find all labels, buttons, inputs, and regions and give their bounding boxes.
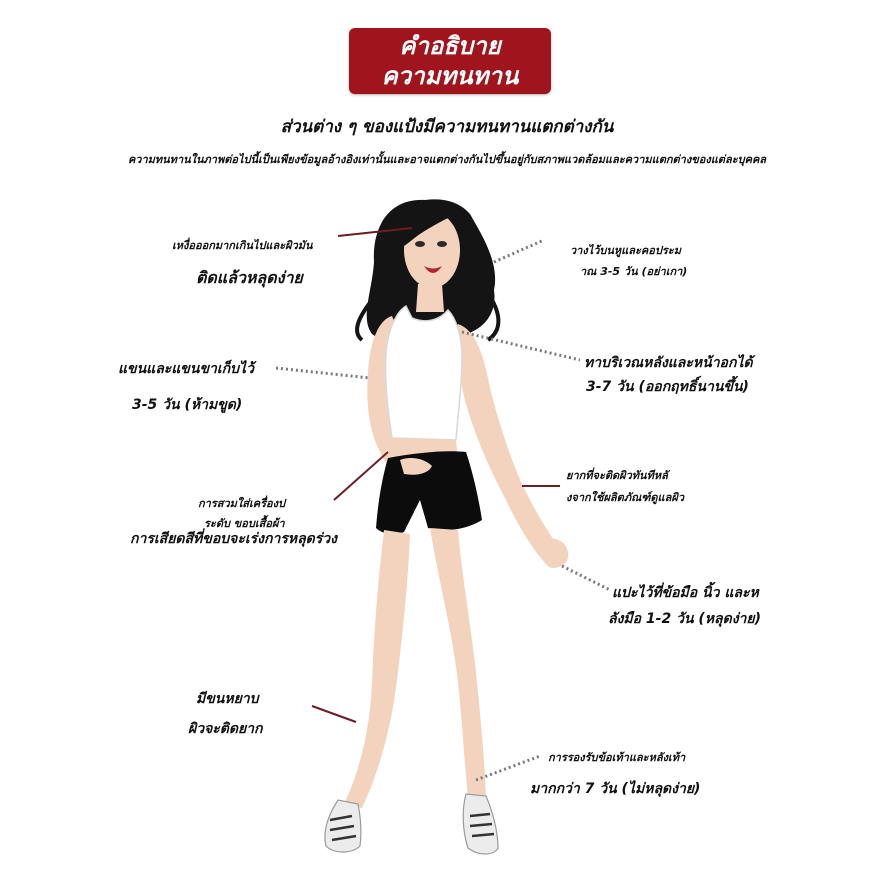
leader-arm [276,368,370,378]
wrist-note-line2: ลังมือ 1-2 วัน (หลุดง่าย) [608,611,761,627]
neck-note-line2: าณ 3-5 วัน (อย่าเกา) [580,265,688,278]
right-arm [452,324,562,566]
waist-note-line1: การสวมใส่เครื่องป [198,497,285,510]
title-badge-line2: ความทนทาน [381,62,519,90]
leg-note-line2: ผิวจะติดยาก [188,721,263,737]
waist-note-line2: ระดับ ขอบเสื้อผ้า [204,517,285,530]
forehead-note-bold: ติดแล้วหลุดง่าย [196,268,303,287]
arm-note-line2: 3-5 วัน (ห้ามขูด) [132,397,243,413]
leg-note-line1: มีขนหยาบ [196,691,259,707]
ankle-note-line1: การรองรับข้อเท้าและหลังเท้า [548,751,686,764]
wrist-note-line1: แปะไว้ที่ข้อมือ นิ้ว และห [612,585,759,601]
title-badge-line1: คำอธิบาย [399,32,501,60]
leader-waist [334,452,388,500]
leader-wrist [562,566,610,590]
waist-note-line3: การเสียดสีที่ขอบจะเร่งการหลุดร่วง [130,531,337,547]
forearm-note-line1: ยากที่จะติดผิวทันทีหลั [566,469,668,482]
right-leg [430,528,486,798]
leader-ankle [476,756,540,780]
back-note-line2: 3-7 วัน (ออกฤทธิ์นานขึ้น) [586,379,749,395]
left-leg [344,530,410,808]
tank-top [385,306,462,440]
neck [416,284,444,312]
forearm-note-line2: งจากใช้ผลิตภัณฑ์ดูแลผิว [566,491,685,504]
arm-note-line1: แขนและแขนขาเก็บไว้ [118,361,254,377]
leader-leg [312,706,356,722]
left-shoe [325,800,361,852]
neck-note-line1: วางไว้บนหูและคอประม [570,244,681,257]
disclaimer: ความทนทานในภาพต่อไปนี้เป็นเพียงข้อมูลอ้างอิงเท่านั้นและอาจแตกต่างกันไปขึ้นอยู่กับสภาพแวดล้อมและความแตกต่างของแต่ละบุคคล [127,153,767,166]
ankle-note-line2: มากกว่า 7 วัน (ไม่หลุดง่าย) [530,781,701,797]
leader-neck [494,240,544,262]
back-note-line1: ทาบริเวณหลังและหน้าอกได้ [584,355,753,371]
forehead-note: เหงื่อออกมากเกินไปและผิวมัน [172,239,313,252]
subtitle: ส่วนต่าง ๆ ของแป้งมีความทนทานแตกต่างกัน [280,117,614,137]
